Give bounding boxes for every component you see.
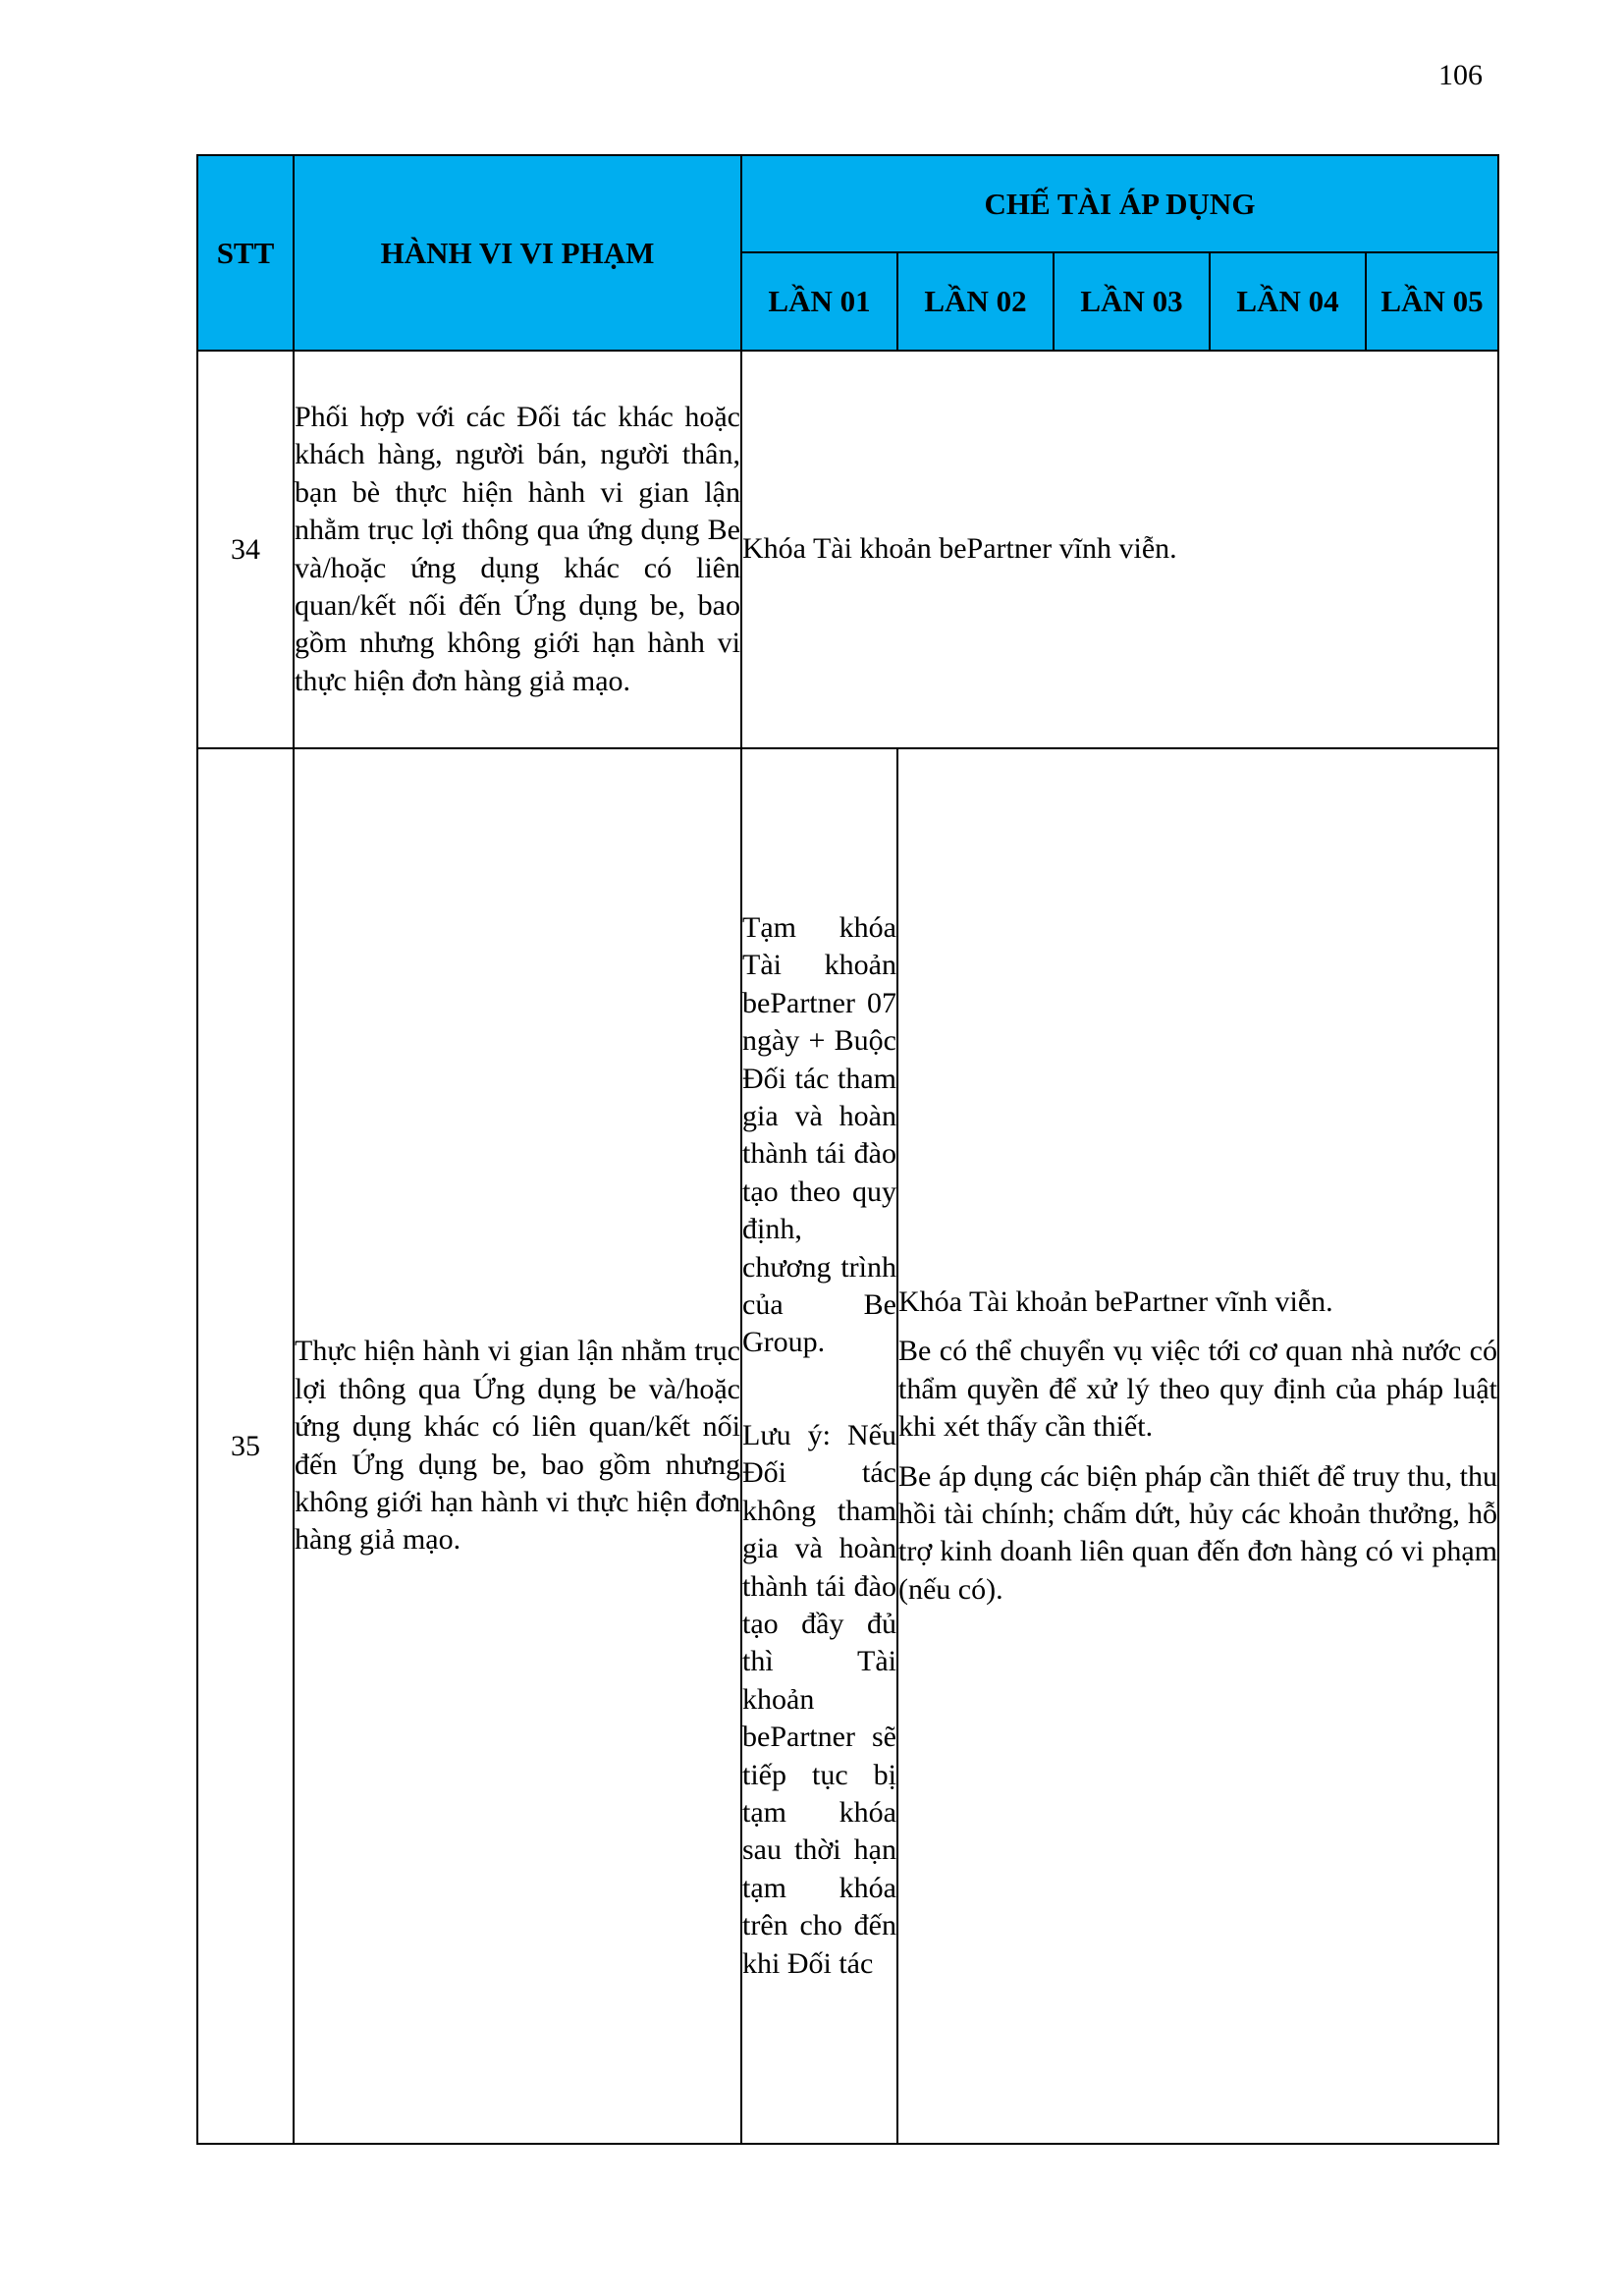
row-sanction-all: Khóa Tài khoản bePartner vĩnh viễn.	[741, 351, 1498, 748]
table-row	[197, 748, 1498, 2144]
row-behavior: Thực hiện hành vi gian lận nhằm trục lợi thông qua Ứng dụng be và/hoặc ứng dụng khác có liên quan/kết nối đến Ứng dụng be, bao gồm nhưng không giới hạn hành vi thực hiện đơn hàng giả mạo.	[294, 748, 741, 2144]
header-lan-04: LẦN 04	[1210, 252, 1366, 351]
row-sanction-lan-02-05	[897, 748, 1498, 2144]
row-behavior: Phối hợp với các Đối tác khác hoặc khách hàng, người bán, người thân, bạn bè thực hiện hành vi gian lận nhằm trục lợi thông qua ứng dụng Be và/hoặc ứng dụng khác có liên quan/kết nối đến Ứng dụng be, bao gồm nhưng không giới hạn hành vi thực hiện đơn hàng giả mạo.	[294, 351, 741, 748]
header-lan-03: LẦN 03	[1054, 252, 1210, 351]
header-lan-05: LẦN 05	[1366, 252, 1498, 351]
table-row	[197, 351, 1498, 748]
page-number: 106	[1438, 59, 1483, 91]
row-sanction-lan-01	[741, 748, 897, 2144]
header-behavior: HÀNH VI VI PHẠM	[294, 155, 741, 351]
sanction-lan-01-note: Lưu ý: Nếu Đối tác không tham gia và hoàn thành tái đào tạo đầy đủ thì Tài khoản bePartner sẽ tiếp tục bị tạm khóa sau thời hạn tạm khóa trên cho đến khi Đối tác	[742, 1418, 896, 1980]
header-lan-02: LẦN 02	[897, 252, 1054, 351]
header-stt: STT	[197, 155, 294, 351]
sanction-paragraph: Be có thể chuyển vụ việc tới cơ quan nhà nước có thẩm quyền để xử lý theo quy định của pháp luật khi xét thấy cần thiết.	[898, 1335, 1497, 1444]
sanction-paragraph: Be áp dụng các biện pháp cần thiết để truy thu, thu hồi tài chính; chấm dứt, hủy các khoản thưởng, hỗ trợ kinh doanh liên quan đến đơn hàng có vi phạm (nếu có).	[898, 1459, 1497, 1606]
sanction-paragraph: Khóa Tài khoản bePartner vĩnh viễn.	[898, 1285, 1333, 1318]
sanctions-table	[196, 154, 1499, 2145]
sanction-lan-01-text: Tạm khóa Tài khoản bePartner 07 ngày + Buộc Đối tác tham gia và hoàn thành tái đào tạo theo quy định, chương trình của Be Group.	[742, 911, 896, 1359]
row-stt: 34	[197, 351, 294, 748]
header-lan-01: LẦN 01	[741, 252, 897, 351]
row-stt: 35	[197, 748, 294, 2144]
header-sanctions: CHẾ TÀI ÁP DỤNG	[741, 155, 1498, 252]
